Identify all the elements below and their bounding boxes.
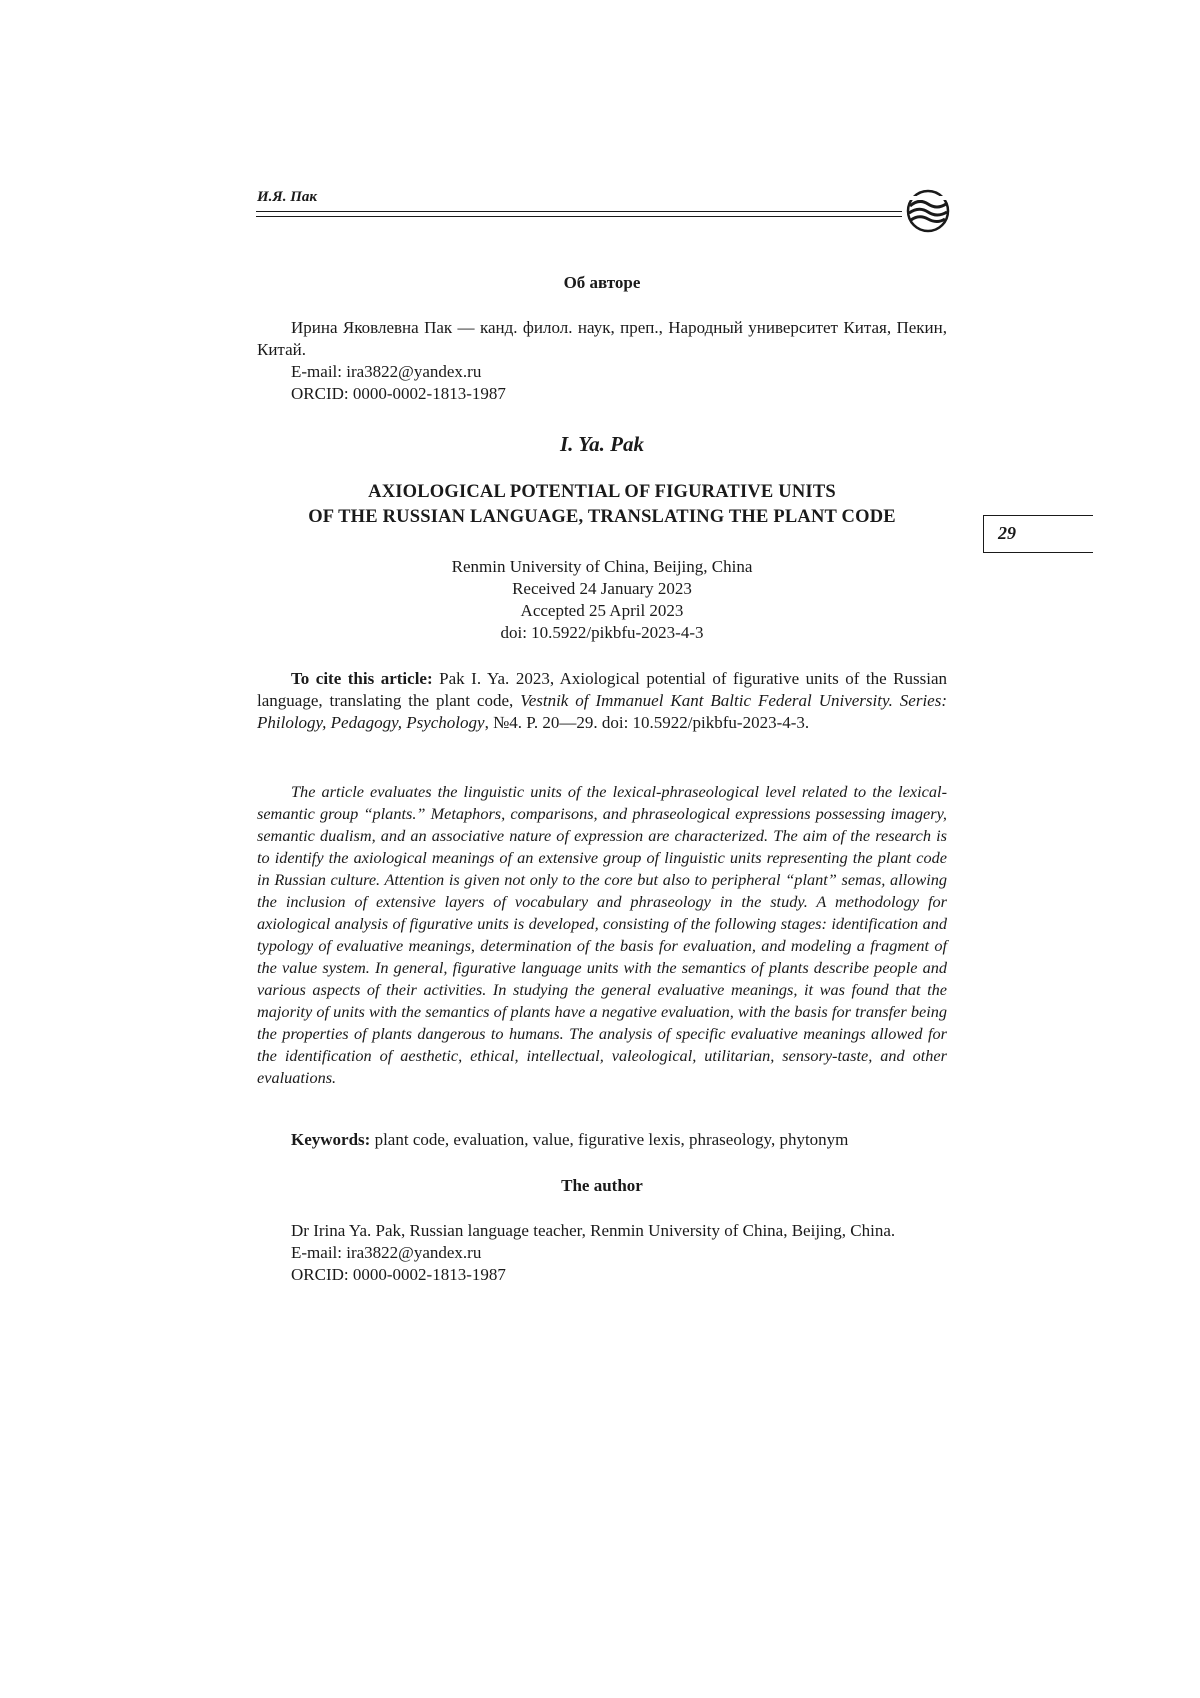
- received-date: Received 24 January 2023: [512, 579, 692, 598]
- running-head: И.Я. Пак: [257, 189, 318, 205]
- article-author: I. Ya. Pak: [559, 432, 645, 456]
- citation-text-end: , №4. P. 20—29. doi: 10.5922/pikbfu-2023-4-3.: [484, 713, 810, 732]
- keywords-label: Keywords:: [291, 1130, 371, 1149]
- keywords-text: plant code, evaluation, value, figurative lexis, phraseology, phytonym: [370, 1130, 849, 1149]
- en-author-bio: Dr Irina Ya. Pak, Russian language teacher, Renmin University of China, Beijing, China.: [291, 1221, 896, 1240]
- article-title: [257, 480, 947, 530]
- en-author-email: E-mail: ira3822@yandex.ru: [291, 1243, 482, 1262]
- en-author-orcid: ORCID: 0000-0002-1813-1987: [291, 1265, 506, 1284]
- citation-label: To cite this article:: [291, 669, 433, 688]
- article-title-line-2: OF THE RUSSIAN LANGUAGE, TRANSLATING THE PLANT CODE: [308, 507, 896, 527]
- ru-author-email: E-mail: ira3822@yandex.ru: [291, 362, 482, 381]
- ru-author-bio: Ирина Яковлевна Пак — канд. филол. наук, преп., Народный университет Китая, Пекин, Китай.: [257, 318, 947, 359]
- article-title-line-1: AXIOLOGICAL POTENTIAL OF FIGURATIVE UNITS: [368, 482, 836, 502]
- article-meta: [257, 556, 947, 644]
- page-number-box: [983, 515, 1093, 553]
- ru-author-orcid: ORCID: 0000-0002-1813-1987: [291, 384, 506, 403]
- en-author-heading: The author: [561, 1176, 643, 1195]
- citation-journal: Vestnik of Immanuel Kant Baltic Federal University. Series: Philology, Pedagogy, Psychology: [257, 691, 947, 732]
- en-author-block: [257, 1220, 947, 1286]
- doi: doi: 10.5922/pikbfu-2023-4-3: [500, 623, 704, 642]
- accepted-date: Accepted 25 April 2023: [520, 601, 684, 620]
- abstract-block: [257, 781, 947, 1089]
- page-number: 29: [998, 523, 1016, 543]
- ru-author-block: [257, 317, 947, 405]
- ru-author-heading: Об авторе: [563, 273, 641, 292]
- citation-text-start: Pak I. Ya. 2023, Axiological potential of figurative units of the Russian language, translating the plant code,: [257, 669, 947, 710]
- citation-paragraph: [257, 668, 947, 734]
- keywords-paragraph: [257, 1129, 947, 1151]
- abstract-text: The article evaluates the linguistic units of the lexical-phraseological level related to the lexical-semantic group “plants.” Metaphors, comparisons, and phraseological expressions possessing imagery, semantic dualism, and an associative nature of expression are characterized. The aim of the research is to identify the axiological meanings of an extensive group of linguistic units representing the plant code in Russian culture. Attention is given not only to the core but also to peripheral “plant” semas, allowing the inclusion of extensive layers of vocabulary and phraseology in the study. A methodology for axiological analysis of figurative units is developed, consisting of the following stages: identification and typology of evaluative meanings, determination of the basis for evaluation, and modeling a fragment of the value system. In general, figurative language units with the semantics of plants describe people and various aspects of their activities. In studying the general evaluative meanings, it was found that the majority of units with the semantics of plants have a negative evaluation, with the basis for transfer being the properties of plants dangerous to humans. The analysis of specific evaluative meanings allowed for the identification of aesthetic, ethical, intellectual, valeological, utilitarian, sensory-taste, and other evaluations.: [257, 782, 947, 1087]
- affiliation: Renmin University of China, Beijing, China: [451, 557, 753, 576]
- keywords-block: [257, 1129, 947, 1151]
- header-rule-top: [256, 211, 902, 212]
- journal-wave-logo-icon: [905, 188, 951, 234]
- citation-block: [257, 668, 947, 734]
- header-rule-bottom: [256, 216, 902, 217]
